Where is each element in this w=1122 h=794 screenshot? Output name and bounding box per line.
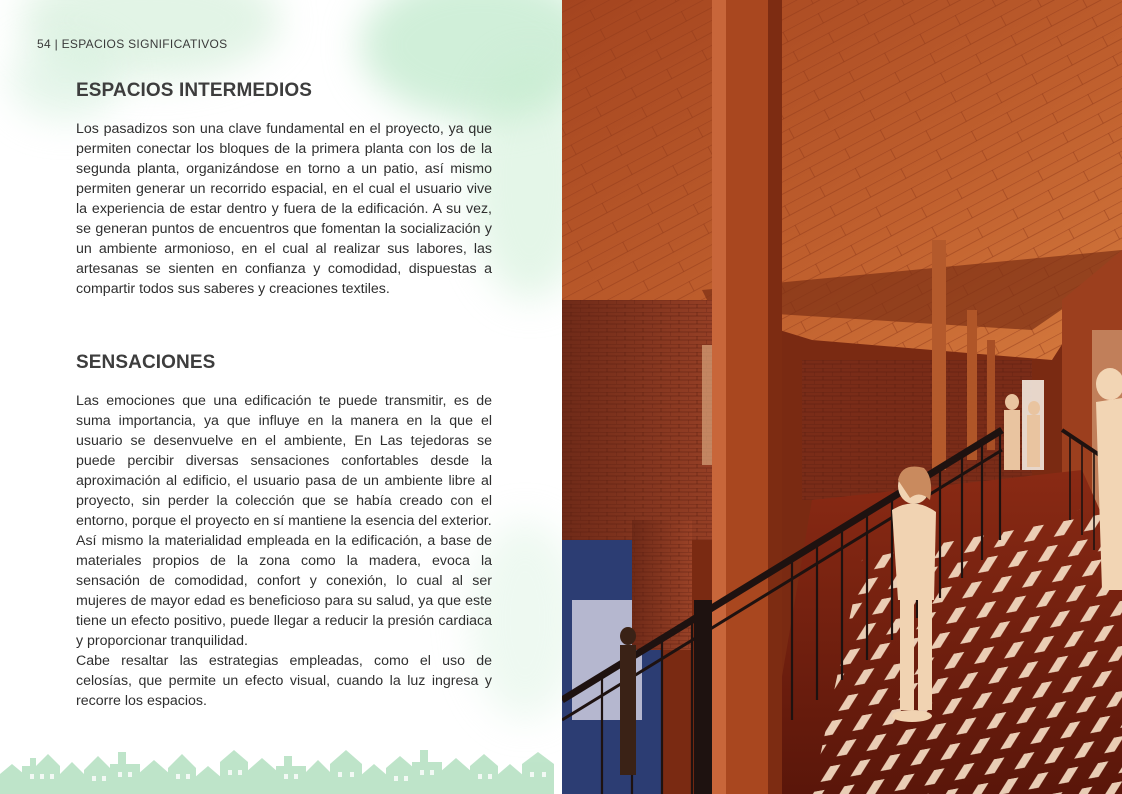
section-sensaciones [76,352,492,711]
body-paragraph: Los pasadizos son una clave fundamental en el proyecto, ya que permiten conectar los bloques de la primera planta con los de la segunda planta, organizándose en torno a un patio, así mismo permiten generar un recorrido espacial, en el cual el usuario vive la experiencia de estar dentro y fuera de la edificación. A su vez, se generan puntos de encuentros que fomentan la socialización y un ambiente armonioso, en el cual al realizar sus labores, las artesanas se sienten en confianza y comodidad, dispuestas a compartir todos sus saberes y creaciones textiles. [76,121,492,297]
section-heading: ESPACIOS INTERMEDIOS [76,80,313,101]
page-header: 54 | ESPACIOS SIGNIFICATIVOS [37,37,228,51]
section-espacios-intermedios [76,80,492,299]
body-paragraph: Las emociones que una edificación te puede transmitir, es de suma importancia, ya que influye en la manera en la que el usuario se desenvuelve en el ambiente, En Las tejedoras se puede percibir diversas sensaciones confortables desde la aproximación al edificio, el usuario pasa de un ambiente libre al proyecto, sin perder la colección que se había creado con el entorno, porque el proyecto en sí mantiene la esencia del exterior. [76,393,492,529]
body-paragraph: Así mismo la materialidad empleada en la edificación, a base de materiales propios de la zona como la madera, evoca la sensación de comodidad, confort y conexión, lo cual al ser mujeres de mayor edad es beneficioso para su salud, ya que este tiene un efecto positivo, puede llegar a reducir la presión cardiaca y proporcionar tranquilidad. [76,533,492,649]
corridor-render-image [562,0,1122,794]
watercolor-houses-illustration [0,744,562,794]
section-heading: SENSACIONES [76,352,216,373]
body-paragraph: Cabe resaltar las estrategias empleadas, como el uso de celosías, que permite un efecto visual, cuando la luz ingresa y recorre los espacios. [76,653,492,709]
